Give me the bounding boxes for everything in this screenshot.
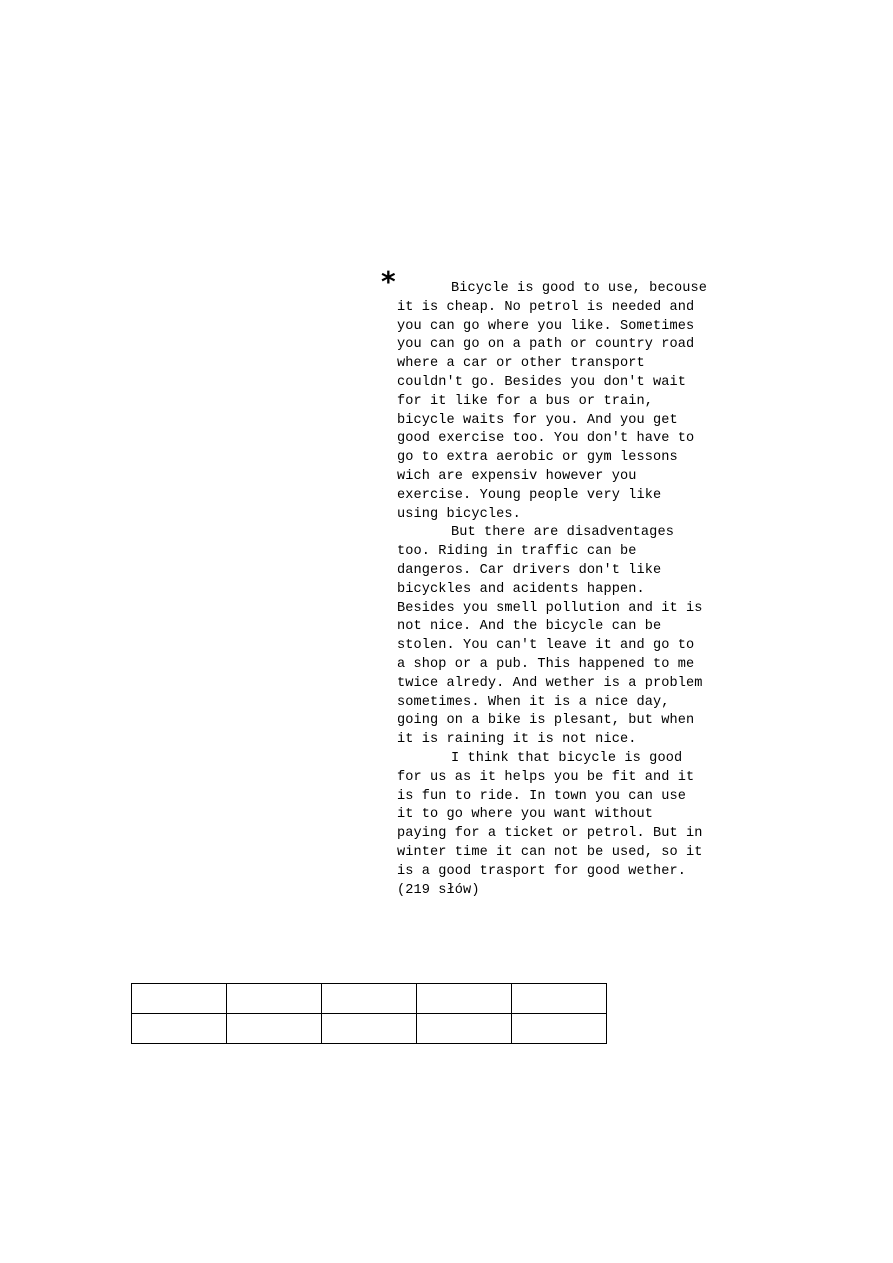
score-cell[interactable] — [417, 1014, 512, 1044]
essay-line: paying for a ticket or petrol. But in — [397, 826, 703, 842]
essay-line: exercise. Young people very like — [397, 487, 662, 503]
essay-line: bicyckles and acidents happen. — [397, 581, 645, 597]
essay-line: stolen. You can't leave it and go to — [397, 638, 695, 654]
essay-line: sometimes. When it is a nice day, — [397, 694, 670, 710]
margin-asterisk-mark: * — [381, 265, 396, 298]
table-row — [132, 1014, 607, 1044]
essay-line: winter time it can not be used, so it — [397, 844, 703, 860]
score-cell[interactable] — [132, 984, 227, 1014]
score-cell[interactable] — [322, 984, 417, 1014]
essay-line: it to go where you want without — [397, 807, 653, 823]
essay-line: you can go on a path or country road — [397, 337, 695, 353]
essay-line: twice alredy. And wether is a problem — [397, 675, 703, 691]
essay-line: go to extra aerobic or gym lessons — [397, 450, 678, 466]
score-table — [131, 983, 607, 1044]
table-row — [132, 984, 607, 1014]
essay-line: dangeros. Car drivers don't like — [397, 562, 662, 578]
score-cell[interactable] — [417, 984, 512, 1014]
score-cell[interactable] — [322, 1014, 417, 1044]
essay-line: it is raining it is not nice. — [397, 732, 637, 748]
essay-line: going on a bike is plesant, but when — [397, 713, 695, 729]
essay-line: bicycle waits for you. And you get — [397, 412, 678, 428]
essay-line: you can go where you like. Sometimes — [397, 318, 695, 334]
essay-line: I think that bicycle is good — [451, 750, 683, 766]
essay-line: wich are expensiv however you — [397, 468, 637, 484]
essay-line: too. Riding in traffic can be — [397, 544, 637, 560]
essay-line: But there are disadventages — [451, 525, 674, 541]
score-cell[interactable] — [227, 984, 322, 1014]
essay-line: for us as it helps you be fit and it — [397, 769, 695, 785]
essay-line: good exercise too. You don't have to — [397, 431, 695, 447]
essay-line: not nice. And the bicycle can be — [397, 619, 662, 635]
essay-line: using bicycles. — [397, 506, 521, 522]
word-count: (219 słów) — [397, 882, 480, 898]
essay-text — [397, 280, 757, 900]
essay-line: is a good trasport for good wether. — [397, 863, 687, 879]
essay-line: where a car or other transport — [397, 356, 645, 372]
score-cell[interactable] — [512, 1014, 607, 1044]
essay-line: couldn't go. Besides you don't wait — [397, 374, 687, 390]
score-cell[interactable] — [132, 1014, 227, 1044]
essay-line: a shop or a pub. This happened to me — [397, 656, 695, 672]
essay-line: Bicycle is good to use, becouse — [451, 281, 707, 296]
essay-line: is fun to ride. In town you can use — [397, 788, 687, 804]
essay-line: it is cheap. No petrol is needed and — [397, 299, 695, 315]
essay-line: Besides you smell pollution and it is — [397, 600, 703, 616]
score-cell[interactable] — [512, 984, 607, 1014]
score-cell[interactable] — [227, 1014, 322, 1044]
essay-line: for it like for a bus or train, — [397, 393, 653, 409]
